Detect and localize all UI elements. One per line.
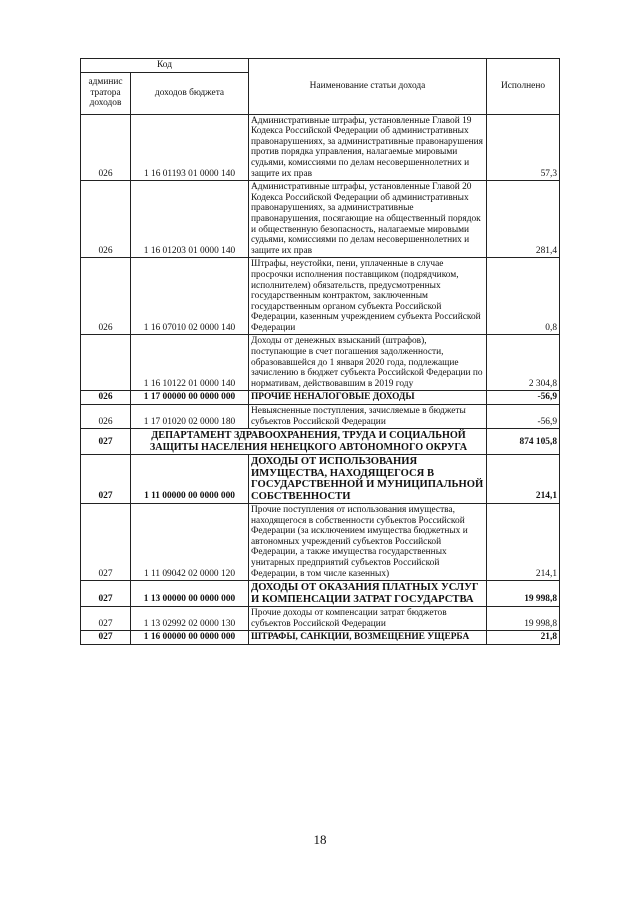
executed-value: 19 998,8 [487, 607, 560, 631]
admin-code: 026 [81, 181, 131, 258]
income-name: ПРОЧИЕ НЕНАЛОГОВЫЕ ДОХОДЫ [249, 391, 487, 405]
table-row [81, 581, 560, 607]
income-name: Прочие поступления от использования имущества, находящегося в собственности субъектов Российской Федерации (за исключением имущества бюджетных и автономных учреждений субъектов Российской Федерации, а также имущества государственных унитарных предприятий субъектов Российской Федерации, в том числе казенных) [249, 504, 487, 581]
admin-code: 026 [81, 391, 131, 405]
table-row [81, 391, 560, 405]
income-name: Штрафы, неустойки, пени, уплаченные в случае просрочки исполнения поставщиком (подрядчиком, исполнителем) обязательств, предусмотренных государственным контрактом, заключенным государственным органом субъекта Российской Федерации, казенным учреждением субъекта Российской Федерации [249, 258, 487, 335]
executed-value: -56,9 [487, 405, 560, 429]
executed-value: 214,1 [487, 504, 560, 581]
income-name: Доходы от денежных взысканий (штрафов), поступающие в счет погашения задолженности, образовавшейся до 1 января 2020 года, подлежащие зачислению в бюджет субъекта Российской Федерации по нормативам, действовавшим в 2019 году [249, 335, 487, 391]
table-row [81, 455, 560, 504]
admin-code [81, 335, 131, 391]
page-number: 18 [313, 832, 327, 847]
table-row [81, 335, 560, 391]
executed-value: 19 998,8 [487, 581, 560, 607]
income-code: 1 16 07010 02 0000 140 [131, 258, 249, 335]
header-admin: админис тратора доходов [81, 72, 131, 114]
header-value: Исполнено [487, 59, 560, 115]
income-name: Административные штрафы, установленные Главой 20 Кодекса Российской Федерации об административных правонарушениях, за административные правонарушения, посягающие на общественный порядок и общественную безопасность, налагаемые мировыми судьями, комиссиями по делам несовершеннолетних и защите их прав [249, 181, 487, 258]
budget-income-table [80, 58, 560, 645]
executed-value: -56,9 [487, 391, 560, 405]
income-name: Административные штрафы, установленные Главой 19 Кодекса Российской Федерации об административных правонарушениях, за административные правонарушения против порядка управления, налагаемые мировыми судьями, комиссиями по делам несовершеннолетних и защите их прав [249, 114, 487, 181]
executed-value: 214,1 [487, 455, 560, 504]
admin-code: 026 [81, 258, 131, 335]
income-code: 1 17 00000 00 0000 000 [131, 391, 249, 405]
header-code-group: Код [81, 59, 249, 73]
income-code: 1 16 01203 01 0000 140 [131, 181, 249, 258]
admin-code: 027 [81, 631, 131, 645]
table-row [81, 114, 560, 181]
admin-code: 027 [81, 455, 131, 504]
executed-value: 874 105,8 [487, 429, 560, 455]
executed-value: 21,8 [487, 631, 560, 645]
income-code: 1 13 02992 02 0000 130 [131, 607, 249, 631]
table-row [81, 258, 560, 335]
income-code: 1 17 01020 02 0000 180 [131, 405, 249, 429]
admin-code: 027 [81, 429, 131, 455]
table-row [81, 181, 560, 258]
income-code: 1 16 10122 01 0000 140 [131, 335, 249, 391]
table-row [81, 607, 560, 631]
income-name: ШТРАФЫ, САНКЦИИ, ВОЗМЕЩЕНИЕ УЩЕРБА [249, 631, 487, 645]
table-row [81, 504, 560, 581]
header-name: Наименование статьи дохода [249, 59, 487, 115]
income-name: Невыясненные поступления, зачисляемые в бюджеты субъектов Российской Федерации [249, 405, 487, 429]
executed-value: 57,3 [487, 114, 560, 181]
executed-value: 2 304,8 [487, 335, 560, 391]
admin-code: 027 [81, 581, 131, 607]
admin-code: 027 [81, 504, 131, 581]
income-name: Прочие доходы от компенсации затрат бюджетов субъектов Российской Федерации [249, 607, 487, 631]
income-name: ДОХОДЫ ОТ ИСПОЛЬЗОВАНИЯ ИМУЩЕСТВА, НАХОДЯЩЕГОСЯ В ГОСУДАРСТВЕННОЙ И МУНИЦИПАЛЬНОЙ СОБСТВЕННОСТИ [249, 455, 487, 504]
table-row [81, 405, 560, 429]
department-name: ДЕПАРТАМЕНТ ЗДРАВООХРАНЕНИЯ, ТРУДА И СОЦИАЛЬНОЙ ЗАЩИТЫ НАСЕЛЕНИЯ НЕНЕЦКОГО АВТОНОМНОГО ОКРУГА [131, 429, 487, 455]
executed-value: 0,8 [487, 258, 560, 335]
income-code: 1 11 00000 00 0000 000 [131, 455, 249, 504]
table-row [81, 631, 560, 645]
executed-value: 281,4 [487, 181, 560, 258]
income-name: ДОХОДЫ ОТ ОКАЗАНИЯ ПЛАТНЫХ УСЛУГ И КОМПЕНСАЦИИ ЗАТРАТ ГОСУДАРСТВА [249, 581, 487, 607]
income-code: 1 16 00000 00 0000 000 [131, 631, 249, 645]
admin-code: 026 [81, 114, 131, 181]
income-code: 1 16 01193 01 0000 140 [131, 114, 249, 181]
header-income-code: доходов бюджета [131, 72, 249, 114]
income-code: 1 13 00000 00 0000 000 [131, 581, 249, 607]
income-code: 1 11 09042 02 0000 120 [131, 504, 249, 581]
department-row [81, 429, 560, 455]
admin-code: 027 [81, 607, 131, 631]
admin-code: 026 [81, 405, 131, 429]
